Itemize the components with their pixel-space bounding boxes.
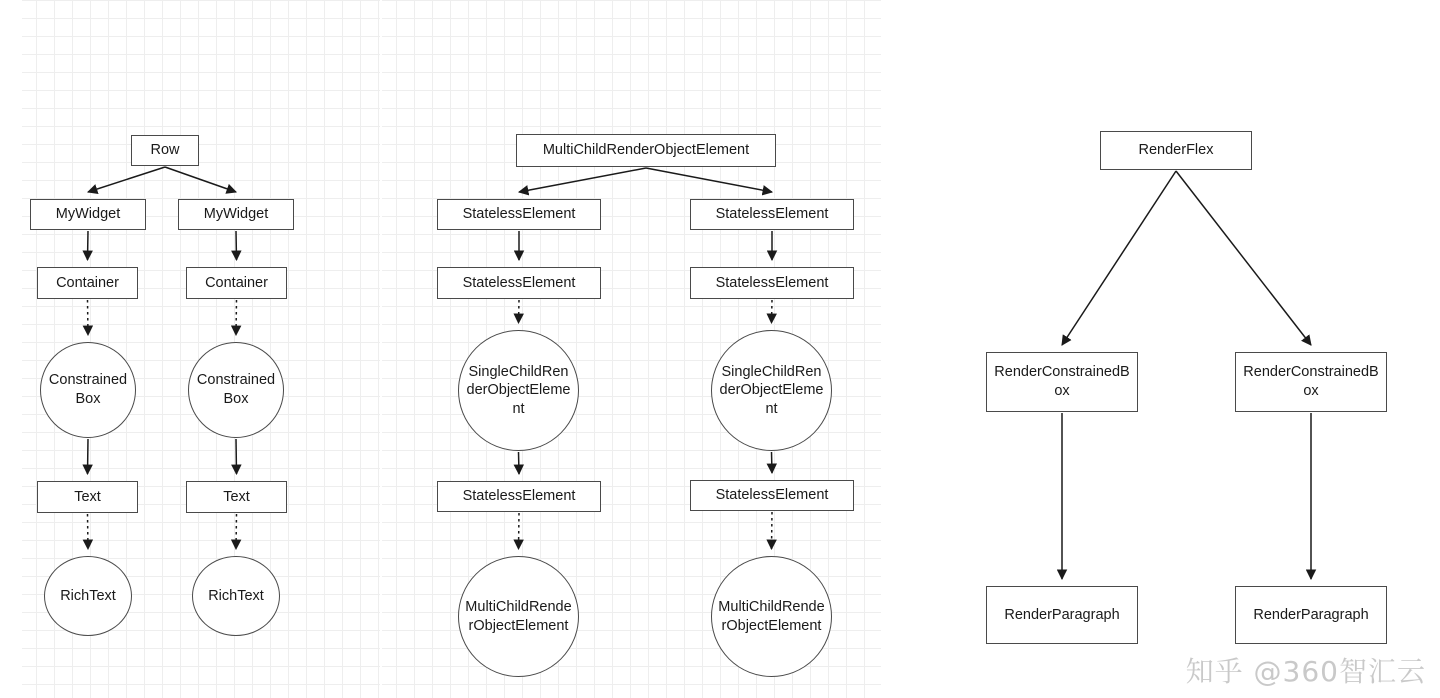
edge-e-stateless-4-to-e-singlechild-2 bbox=[772, 300, 773, 323]
background-panel-middle bbox=[380, 0, 382, 698]
node-label: MultiChildRenderObjectElement bbox=[465, 598, 572, 634]
edge-w-constrainedbox-1-to-w-text-1 bbox=[88, 439, 89, 474]
node-e-stateless-1[interactable] bbox=[437, 199, 601, 230]
node-e-stateless-5[interactable] bbox=[437, 481, 601, 512]
node-label: StatelessElement bbox=[462, 274, 576, 291]
node-label: ConstrainedBox bbox=[48, 372, 128, 407]
node-w-constrainedbox-1[interactable] bbox=[40, 342, 136, 438]
node-label: StatelessElement bbox=[462, 488, 576, 505]
node-label: MyWidget bbox=[203, 206, 269, 223]
node-w-container-1[interactable] bbox=[37, 267, 138, 299]
edge-w-row-to-w-mywidget-1 bbox=[88, 167, 165, 192]
node-label: MultiChildRenderObjectElement bbox=[542, 142, 750, 159]
node-label: RenderParagraph bbox=[1253, 606, 1369, 623]
edge-e-singlechild-2-to-e-stateless-6 bbox=[772, 452, 773, 473]
node-label: StatelessElement bbox=[715, 274, 829, 291]
node-e-multichild-root[interactable] bbox=[516, 134, 776, 167]
node-w-row[interactable] bbox=[131, 135, 199, 166]
node-w-text-1[interactable] bbox=[37, 481, 138, 513]
node-label: SingleChildRenderObjectElement bbox=[466, 363, 571, 417]
node-label: Container bbox=[205, 274, 268, 291]
node-label: RenderConstrainedBox bbox=[1243, 364, 1379, 399]
node-label: Text bbox=[223, 488, 250, 505]
edge-e-singlechild-1-to-e-stateless-5 bbox=[519, 452, 520, 474]
node-label: RichText bbox=[208, 587, 264, 604]
edge-e-multichild-root-to-e-stateless-2 bbox=[646, 168, 772, 192]
edge-w-mywidget-1-to-w-container-1 bbox=[88, 231, 89, 260]
edge-w-row-to-w-mywidget-2 bbox=[165, 167, 236, 192]
node-label: Row bbox=[150, 142, 180, 159]
node-label: StatelessElement bbox=[715, 487, 829, 504]
node-label: RenderParagraph bbox=[1004, 606, 1120, 623]
node-w-mywidget-2[interactable] bbox=[178, 199, 294, 230]
node-label: ConstrainedBox bbox=[196, 372, 276, 407]
node-label: StatelessElement bbox=[462, 206, 576, 223]
node-r-paragraph-1[interactable] bbox=[986, 586, 1138, 644]
node-w-richtext-1[interactable] bbox=[44, 556, 132, 636]
edge-e-stateless-6-to-e-multichild-2 bbox=[772, 512, 773, 549]
edge-e-stateless-5-to-e-multichild-1 bbox=[519, 513, 520, 549]
node-e-stateless-4[interactable] bbox=[690, 267, 854, 299]
node-label: MyWidget bbox=[55, 206, 121, 223]
node-e-stateless-6[interactable] bbox=[690, 480, 854, 511]
edge-w-mywidget-2-to-w-container-2 bbox=[236, 231, 237, 260]
node-e-multichild-1[interactable] bbox=[458, 556, 579, 677]
edge-w-text-1-to-w-richtext-1 bbox=[88, 514, 89, 549]
node-label: SingleChildRenderObjectElement bbox=[719, 363, 824, 417]
edge-w-text-2-to-w-richtext-2 bbox=[236, 514, 237, 549]
edge-e-multichild-root-to-e-stateless-1 bbox=[519, 168, 646, 192]
edge-w-container-2-to-w-constrainedbox-2 bbox=[236, 300, 237, 335]
node-e-multichild-2[interactable] bbox=[711, 556, 832, 677]
node-w-text-2[interactable] bbox=[186, 481, 287, 513]
node-label: Text bbox=[74, 488, 101, 505]
node-r-constrainedbox-1[interactable] bbox=[986, 352, 1138, 412]
node-e-singlechild-2[interactable] bbox=[711, 330, 832, 451]
node-r-paragraph-2[interactable] bbox=[1235, 586, 1387, 644]
edge-w-container-1-to-w-constrainedbox-1 bbox=[88, 300, 89, 335]
node-label: RenderConstrainedBox bbox=[994, 364, 1130, 399]
node-r-renderflex[interactable] bbox=[1100, 131, 1252, 170]
node-w-container-2[interactable] bbox=[186, 267, 287, 299]
node-e-stateless-3[interactable] bbox=[437, 267, 601, 299]
node-w-richtext-2[interactable] bbox=[192, 556, 280, 636]
node-e-singlechild-1[interactable] bbox=[458, 330, 579, 451]
node-label: RichText bbox=[60, 587, 116, 604]
node-r-constrainedbox-2[interactable] bbox=[1235, 352, 1387, 412]
node-w-mywidget-1[interactable] bbox=[30, 199, 146, 230]
edge-w-constrainedbox-2-to-w-text-2 bbox=[236, 439, 237, 474]
node-label: Container bbox=[56, 274, 119, 291]
node-e-stateless-2[interactable] bbox=[690, 199, 854, 230]
background-panel-left bbox=[0, 0, 22, 698]
node-label: RenderFlex bbox=[1138, 142, 1214, 159]
edge-e-stateless-3-to-e-singlechild-1 bbox=[519, 300, 520, 323]
node-label: MultiChildRenderObjectElement bbox=[718, 598, 825, 634]
watermark: 知乎 @360智汇云 bbox=[1185, 655, 1426, 688]
node-w-constrainedbox-2[interactable] bbox=[188, 342, 284, 438]
node-label: StatelessElement bbox=[715, 206, 829, 223]
